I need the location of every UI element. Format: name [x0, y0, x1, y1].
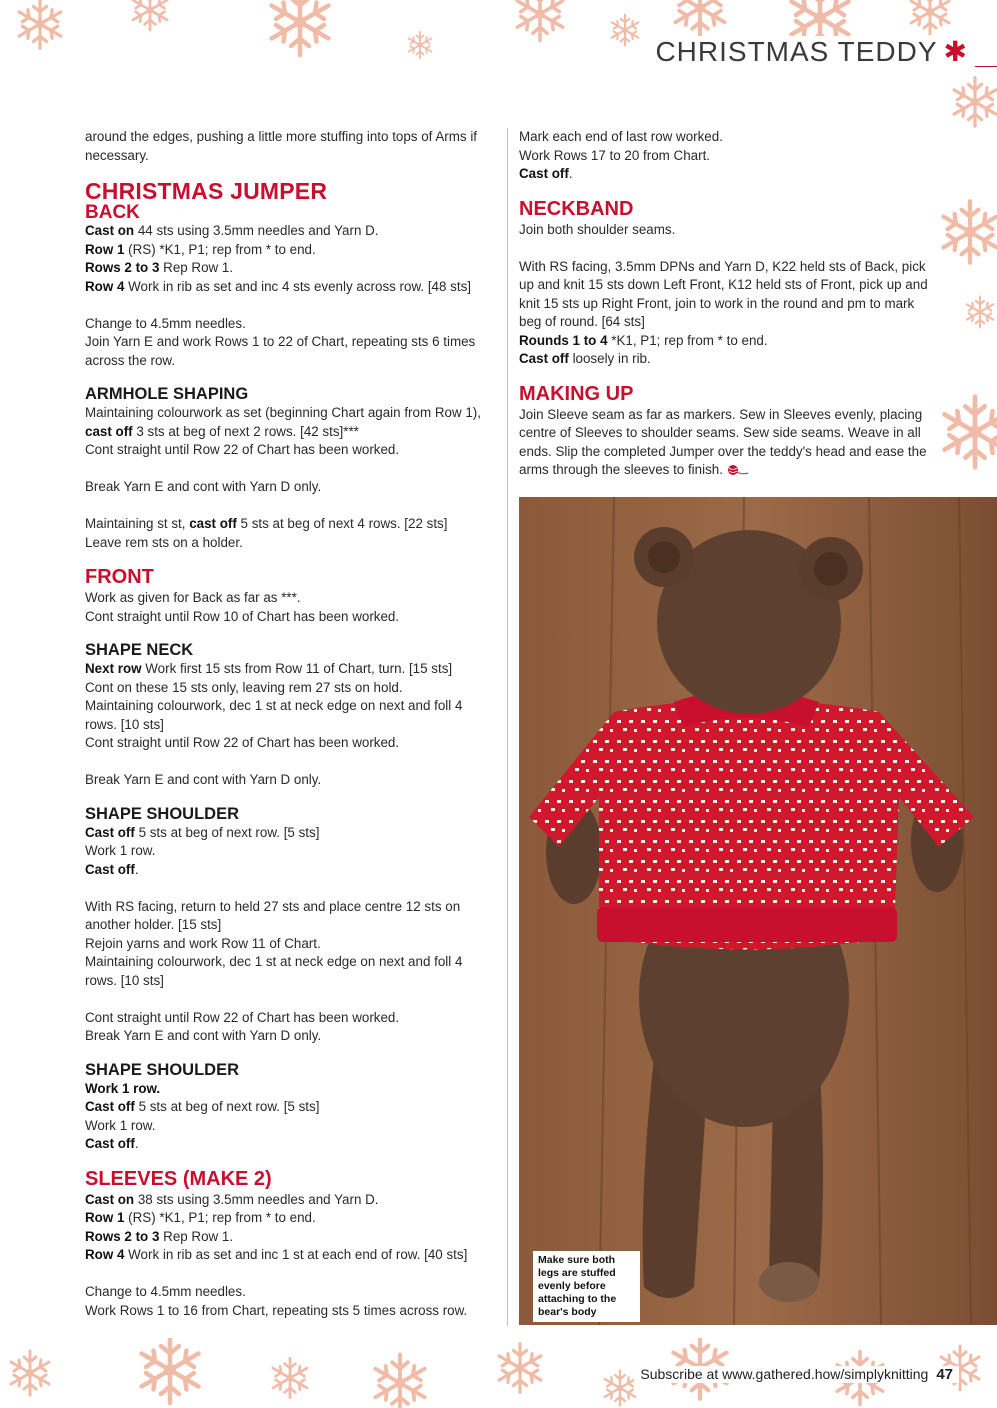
star-icon: ✱ — [943, 36, 967, 67]
sleeves-mark: Mark each end of last row worked. — [519, 129, 723, 144]
shoulder2-work-label: Work 1 row. — [85, 1080, 161, 1096]
sleeves-rows-2-3: Rows 2 to 3 Rep Row 1. — [85, 1228, 234, 1244]
armhole-heading: ARMHOLE SHAPING — [85, 385, 249, 403]
shoulder1-rs-line: With RS facing, return to held 27 sts and place centre 12 sts on another holder. [15 sts] — [85, 898, 461, 932]
shape-neck-heading: SHAPE NECK — [85, 641, 194, 659]
neckband-rounds: Rounds 1 to 4 *K1, P1; rep from * to end. — [519, 332, 768, 348]
neckband-rs-line: With RS facing, 3.5mm DPNs and Yarn D, K22 held sts of Back, pick up and knit 15 sts down Left Front, K12 held sts of Front, pick up and knit 15 sts up Right Front, join to work in the round and pm to mark beg of round. [64 sts] — [519, 258, 928, 329]
shoulder2-cast-off-end: Cast off. — [85, 1136, 139, 1151]
making-up-text: Join Sleeve seam as far as markers. Sew in Sleeves evenly, placing centre of Sleeves to shoulder seams. Sew side seams. Weave in all ends. Slip the completed Jumper over the teddy's head and ease the arms through the sleeves to finish. — [519, 406, 927, 477]
sleeves-work-rows: Work Rows 1 to 16 from Chart, repeating sts 5 times across row. — [85, 1302, 468, 1318]
shoulder1-maintain: Maintaining colourwork, dec 1 st at neck edge on next and foll 4 rows. [10 sts] — [85, 954, 463, 988]
left-column — [85, 128, 495, 1320]
sleeves-cast-off: Cast off. — [519, 166, 573, 181]
back-heading: BACK — [85, 202, 140, 223]
shape-neck-line-5: Break Yarn E and cont with Yarn D only. — [85, 772, 322, 787]
shoulder1-rejoin: Rejoin yarns and work Row 11 of Chart. — [85, 935, 321, 951]
shape-shoulder-heading-1: SHAPE SHOULDER — [85, 804, 240, 823]
side-snowflake-band — [935, 62, 997, 492]
shoulder2-work-row: Work 1 row. — [85, 1117, 156, 1133]
yarn-ball-icon — [727, 464, 749, 476]
front-line-1: Work as given for Back as far as ***. — [85, 590, 301, 605]
sleeves-cast-on: Cast on 38 sts using 3.5mm needles and Yarn D. — [85, 1191, 379, 1207]
page-footer — [634, 1366, 959, 1383]
section-header — [647, 36, 975, 68]
armhole-line-3: Break Yarn E and cont with Yarn D only. — [85, 479, 322, 494]
shoulder1-work-row: Work 1 row. — [85, 843, 156, 858]
shape-shoulder-heading-2: SHAPE SHOULDER — [85, 1060, 240, 1079]
sleeves-row-4: Row 4 Work in rib as set and inc 1 st at each end of row. [40 sts] — [85, 1247, 468, 1262]
shoulder2-cast-off: Cast off 5 sts at beg of next row. [5 sts] — [85, 1099, 320, 1114]
back-join-yarn: Join Yarn E and work Rows 1 to 22 of Chart, repeating sts 6 times across the row. — [85, 334, 476, 368]
photo-caption: Make sure both legs are stuffed evenly before attaching to the bear's body — [533, 1251, 640, 1322]
sleeves-change: Change to 4.5mm needles. — [85, 1284, 246, 1299]
teddy-illustration — [519, 497, 997, 1325]
column-divider — [507, 128, 508, 1326]
armhole-line-1: Maintaining colourwork as set (beginning Chart again from Row 1), cast off 3 sts at beg of next 2 rows. [42 sts]*** — [85, 405, 481, 439]
subscribe-link[interactable]: Subscribe at www.gathered.how/simplyknitting — [640, 1366, 929, 1382]
shape-neck-line-3: Maintaining colourwork, dec 1 st at neck edge on next and foll 4 rows. [10 sts] — [85, 698, 463, 732]
neckband-join: Join both shoulder seams. — [519, 221, 676, 237]
armhole-line-5: Leave rem sts on a holder. — [85, 534, 243, 550]
sleeves-work-rows-17-20: Work Rows 17 to 20 from Chart. — [519, 147, 711, 163]
snowflake-pattern-side — [935, 62, 997, 492]
shoulder1-cont: Cont straight until Row 22 of Chart has been worked. — [85, 1009, 400, 1025]
shape-neck-line-2: Cont on these 15 sts only, leaving rem 27 sts on hold. — [85, 679, 403, 695]
page-number: 47 — [936, 1366, 953, 1383]
neckband-cast-off: Cast off loosely in rib. — [519, 351, 651, 366]
shoulder1-break: Break Yarn E and cont with Yarn D only. — [85, 1028, 322, 1043]
page-title: CHRISTMAS TEDDY — [655, 36, 938, 67]
back-cast-on: Cast on 44 sts using 3.5mm needles and Yarn D. — [85, 223, 379, 238]
making-up-heading: MAKING UP — [519, 382, 634, 405]
back-rows-2-3: Rows 2 to 3 Rep Row 1. — [85, 260, 234, 275]
intro-text: around the edges, pushing a little more stuffing into tops of Arms if necessary. — [85, 129, 478, 163]
shape-neck-next-row: Next row Work first 15 sts from Row 11 of Chart, turn. [15 sts] — [85, 661, 453, 676]
teddy-photo — [519, 497, 997, 1325]
sleeves-heading: SLEEVES (MAKE 2) — [85, 1167, 272, 1190]
back-change-needles: Change to 4.5mm needles. — [85, 315, 246, 331]
armhole-line-2: Cont straight until Row 22 of Chart has been worked. — [85, 442, 400, 457]
back-row-1: Row 1 (RS) *K1, P1; rep from * to end. — [85, 241, 316, 257]
back-row-4: Row 4 Work in rib as set and inc 4 sts evenly across row. [48 sts] — [85, 278, 471, 294]
shoulder1-cast-off: Cast off 5 sts at beg of next row. [5 sts] — [85, 824, 320, 840]
front-line-2: Cont straight until Row 10 of Chart has been worked. — [85, 608, 400, 624]
shoulder1-cast-off-end: Cast off. — [85, 861, 139, 877]
armhole-line-4: Maintaining st st, cast off 5 sts at beg of next 4 rows. [22 sts] — [85, 516, 448, 531]
sleeves-row-1: Row 1 (RS) *K1, P1; rep from * to end. — [85, 1210, 316, 1225]
shape-neck-line-4: Cont straight until Row 22 of Chart has been worked. — [85, 735, 400, 750]
jumper-title: CHRISTMAS JUMPER — [85, 178, 328, 204]
front-heading: FRONT — [85, 566, 154, 588]
right-column — [519, 128, 939, 480]
neckband-heading: NECKBAND — [519, 197, 634, 220]
